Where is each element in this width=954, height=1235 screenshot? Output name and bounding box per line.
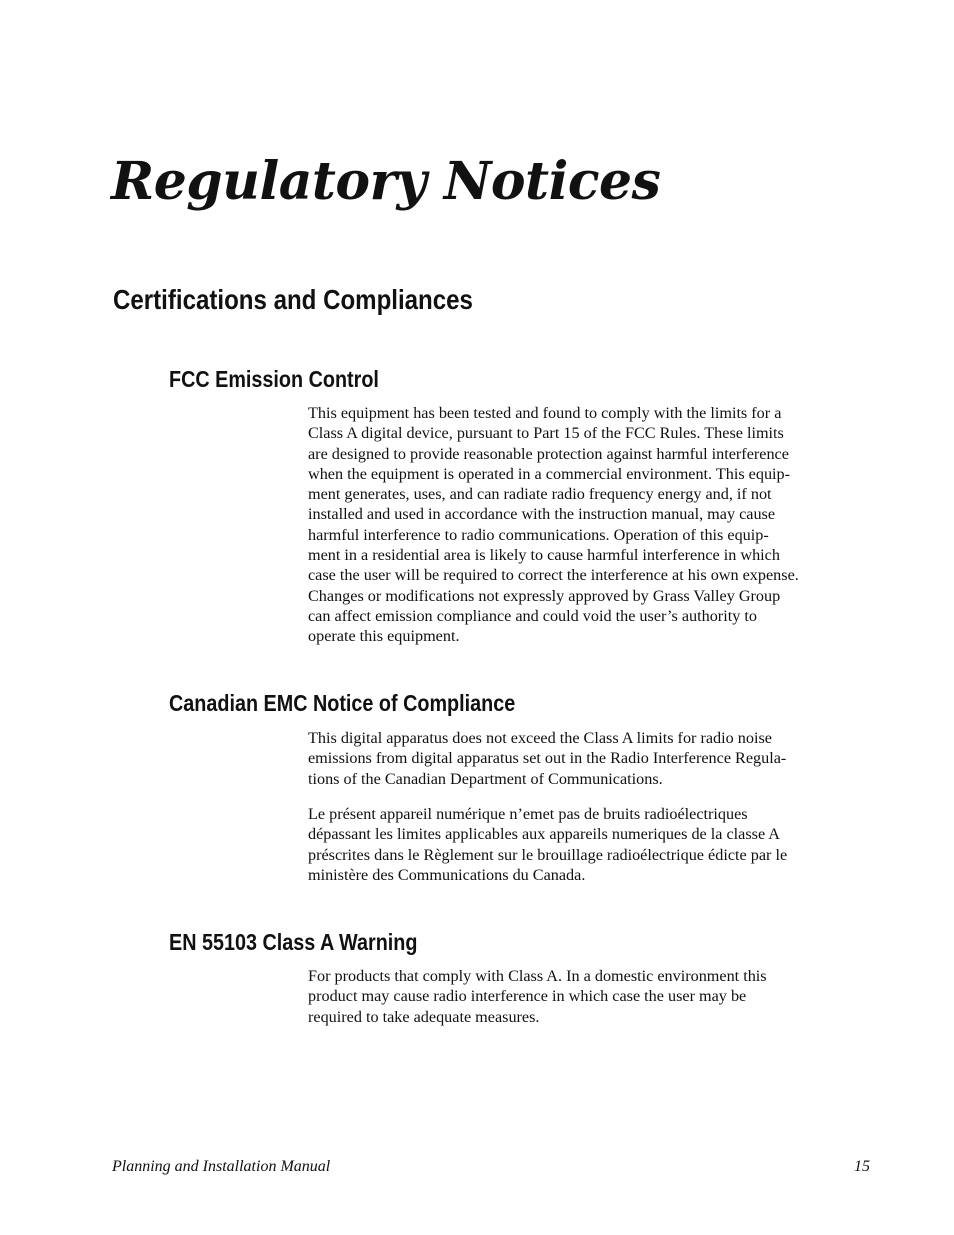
heading-en55103-warning: EN 55103 Class A Warning	[169, 929, 418, 955]
fcc-paragraph: This equipment has been tested and found to comply with the limits for a Class A digital device, pursuant to Part 15 of the FCC Rules. These limits are designed to provide reasonable protection against harmful interference when the equipment is operated in a commercial environment. This equip- ment generates, uses, and can radiate radio frequency energy and, if not installed and used in accordance with the instruction manual, may cause harmful interference to radio communications. Operation of this equip- ment in a residential area is likely to cause harmful interference in which case the user will be required to correct the interference at his own expense. Changes or modifications not expressly approved by Grass Valley Group can affect emission compliance and could void the user’s authority to operate this equipment.	[308, 404, 799, 646]
canadian-paragraph-french: Le présent appareil numérique n’emet pas de bruits radioélectriques dépassant les limites applicables aux appareils numeriques de la classe A préscrites dans le Règlement sur le brouillage radioélectrique édicte par le ministère des Communications du Canada.	[308, 805, 788, 884]
canadian-paragraph-english: This digital apparatus does not exceed the Class A limits for radio noise emissions from digital apparatus set out in the Radio Interference Regula- tions of the Canadian Department of Communications.	[308, 729, 787, 788]
section-heading-certifications: Certifications and Compliances	[113, 284, 473, 315]
footer-page-number: 15	[854, 1158, 870, 1175]
heading-canadian-emc-notice: Canadian EMC Notice of Compliance	[169, 690, 516, 716]
footer-manual-name: Planning and Installation Manual	[112, 1158, 331, 1175]
heading-fcc-emission-control: FCC Emission Control	[169, 366, 379, 392]
page-title: Regulatory Notices	[111, 151, 661, 212]
en55103-paragraph: For products that comply with Class A. In a domestic environment this product may cause radio interference in which case the user may be required to take adequate measures.	[308, 967, 767, 1026]
